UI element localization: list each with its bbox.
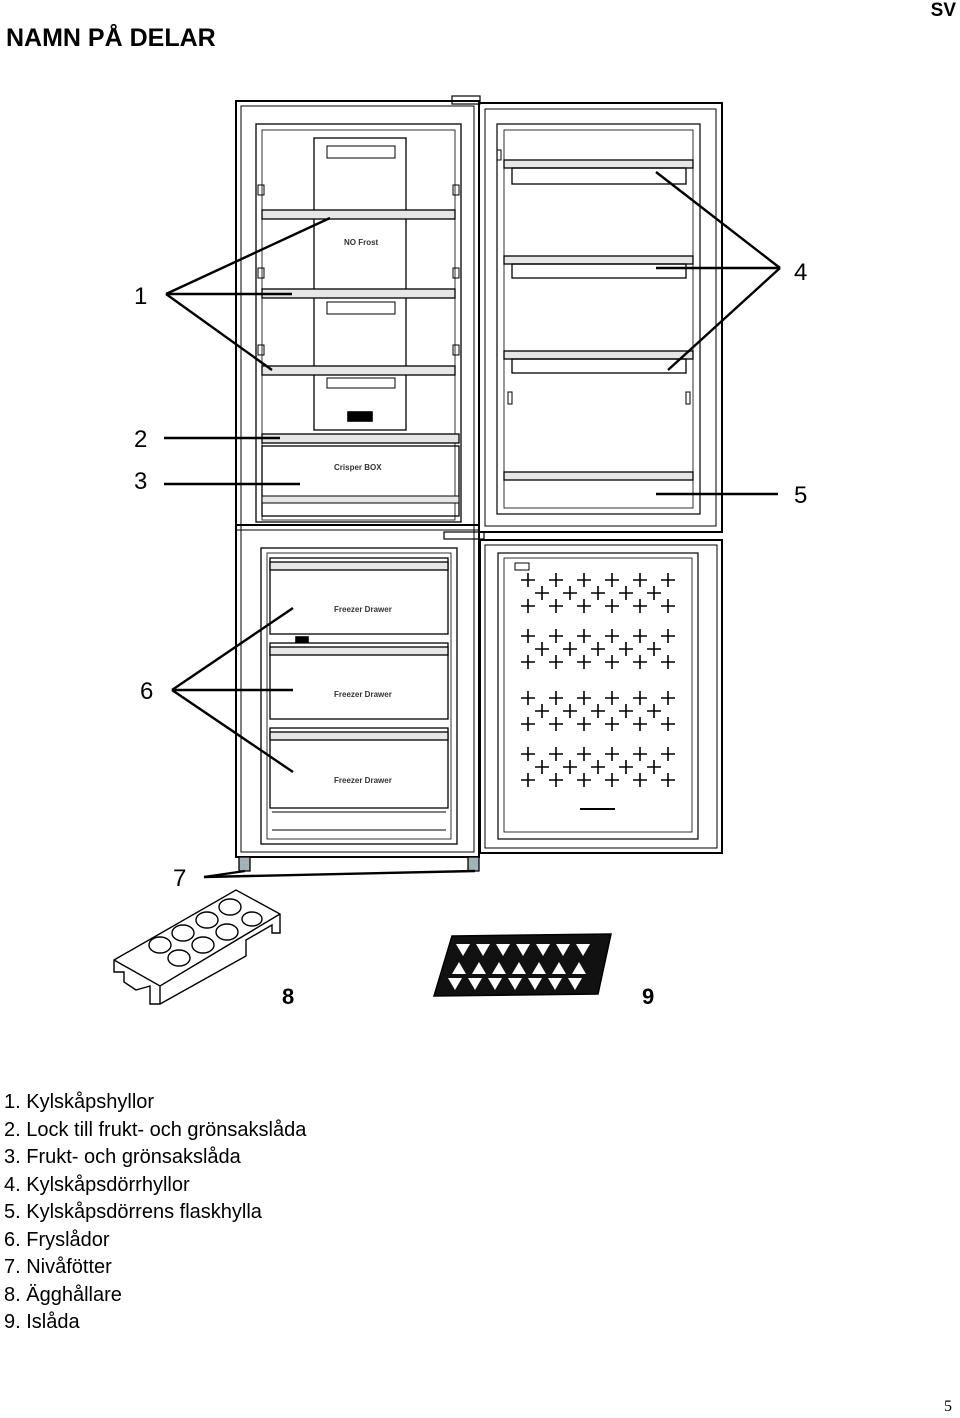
cross-mark: [577, 573, 591, 587]
cross-mark: [647, 760, 661, 774]
callout-4: 4: [794, 259, 808, 286]
legend-item: 9. Islåda: [4, 1311, 80, 1333]
freezer-drawer-label: Freezer Drawer: [334, 605, 392, 614]
legend-item: 7. Nivåfötter: [4, 1256, 112, 1278]
cross-mark: [549, 573, 563, 587]
bottle-shelf: [504, 472, 693, 480]
cross-mark: [535, 704, 549, 718]
cross-mark: [633, 655, 647, 669]
cross-mark: [577, 599, 591, 613]
cross-mark: [647, 704, 661, 718]
cross-mark: [521, 629, 535, 643]
cross-mark: [661, 629, 675, 643]
legend-item: 8. Ägghållare: [4, 1283, 122, 1306]
cross-mark: [633, 747, 647, 761]
cross-mark: [661, 717, 675, 731]
callout-7: 7: [173, 865, 187, 892]
cross-mark: [633, 629, 647, 643]
cross-mark: [577, 747, 591, 761]
cross-mark: [605, 655, 619, 669]
cross-mark: [591, 642, 605, 656]
cross-mark: [605, 599, 619, 613]
cross-mark: [521, 573, 535, 587]
cross-mark: [549, 599, 563, 613]
nofrost-label: NO Frost: [344, 238, 379, 247]
callout-6: 6: [140, 678, 154, 705]
cross-mark: [549, 717, 563, 731]
cross-mark: [591, 586, 605, 600]
freezer-drawer-label: Freezer Drawer: [334, 690, 392, 699]
legend-item: 2. Lock till frukt- och grönsakslåda: [4, 1118, 307, 1141]
cross-mark: [633, 691, 647, 705]
cross-mark: [661, 691, 675, 705]
cross-mark: [591, 704, 605, 718]
crisper-box: [262, 446, 459, 516]
cross-mark: [647, 586, 661, 600]
egg-tray: [114, 890, 280, 1004]
freezer-drawer: [270, 558, 448, 808]
language-code: SV: [930, 0, 956, 21]
cross-mark: [563, 704, 577, 718]
door-shelf: [504, 160, 693, 373]
cross-mark: [549, 747, 563, 761]
cross-mark: [633, 773, 647, 787]
cross-mark: [605, 717, 619, 731]
cross-mark: [521, 599, 535, 613]
callout-1: 1: [134, 283, 148, 310]
cross-mark: [619, 642, 633, 656]
cross-mark: [633, 599, 647, 613]
cross-mark: [577, 655, 591, 669]
callout-9: 9: [642, 984, 655, 1009]
cross-mark: [605, 691, 619, 705]
cross-mark: [521, 717, 535, 731]
cross-mark: [577, 629, 591, 643]
cross-mark: [549, 655, 563, 669]
cross-mark: [563, 642, 577, 656]
legend-item: 5. Kylskåpsdörrens flaskhylla: [4, 1201, 262, 1223]
page-title: NAMN PÅ DELAR: [6, 24, 216, 52]
cross-mark: [661, 573, 675, 587]
cross-mark: [661, 655, 675, 669]
cross-mark: [563, 760, 577, 774]
callout-3: 3: [134, 468, 148, 495]
callout-8: 8: [282, 984, 295, 1009]
fridge-shelf: [262, 210, 455, 375]
nofrost-duct: [314, 138, 406, 430]
legend-item: 4. Kylskåpsdörrhyllor: [4, 1173, 190, 1196]
cross-mark: [521, 773, 535, 787]
cross-mark: [549, 691, 563, 705]
cross-mark: [633, 573, 647, 587]
cross-mark: [577, 773, 591, 787]
cross-mark: [549, 773, 563, 787]
cross-mark: [549, 629, 563, 643]
cross-mark: [521, 691, 535, 705]
cross-mark: [619, 704, 633, 718]
cross-mark: [647, 642, 661, 656]
cross-mark: [591, 760, 605, 774]
leveling-feet: [239, 857, 479, 871]
cross-mark: [577, 691, 591, 705]
cross-mark: [605, 747, 619, 761]
cross-mark: [633, 717, 647, 731]
cross-mark: [605, 629, 619, 643]
cross-mark: [661, 747, 675, 761]
cross-mark: [605, 573, 619, 587]
cross-mark: [661, 599, 675, 613]
callout-2: 2: [134, 426, 148, 453]
page-number: 5: [944, 1398, 952, 1415]
cross-mark: [563, 586, 577, 600]
cross-mark: [535, 642, 549, 656]
cross-mark: [577, 717, 591, 731]
cross-mark: [661, 773, 675, 787]
cross-mark: [521, 655, 535, 669]
cross-mark: [535, 760, 549, 774]
cross-mark: [619, 586, 633, 600]
legend-item: 3. Frukt- och grönsakslåda: [4, 1146, 241, 1168]
cross-mark: [521, 747, 535, 761]
crisper-cover: [262, 434, 459, 443]
cross-mark: [619, 760, 633, 774]
callout-5: 5: [794, 482, 808, 509]
freezer-drawer-label: Freezer Drawer: [334, 776, 392, 785]
crisper-label: Crisper BOX: [334, 463, 382, 472]
legend-item: 6. Fryslådor: [4, 1228, 110, 1251]
cross-mark: [605, 773, 619, 787]
cross-mark: [535, 586, 549, 600]
legend-item: 1. Kylskåpshyllor: [4, 1091, 155, 1113]
freezer-door-pattern: [521, 573, 675, 787]
parts-legend: [4, 1089, 306, 1337]
freezer-door: [480, 540, 722, 853]
